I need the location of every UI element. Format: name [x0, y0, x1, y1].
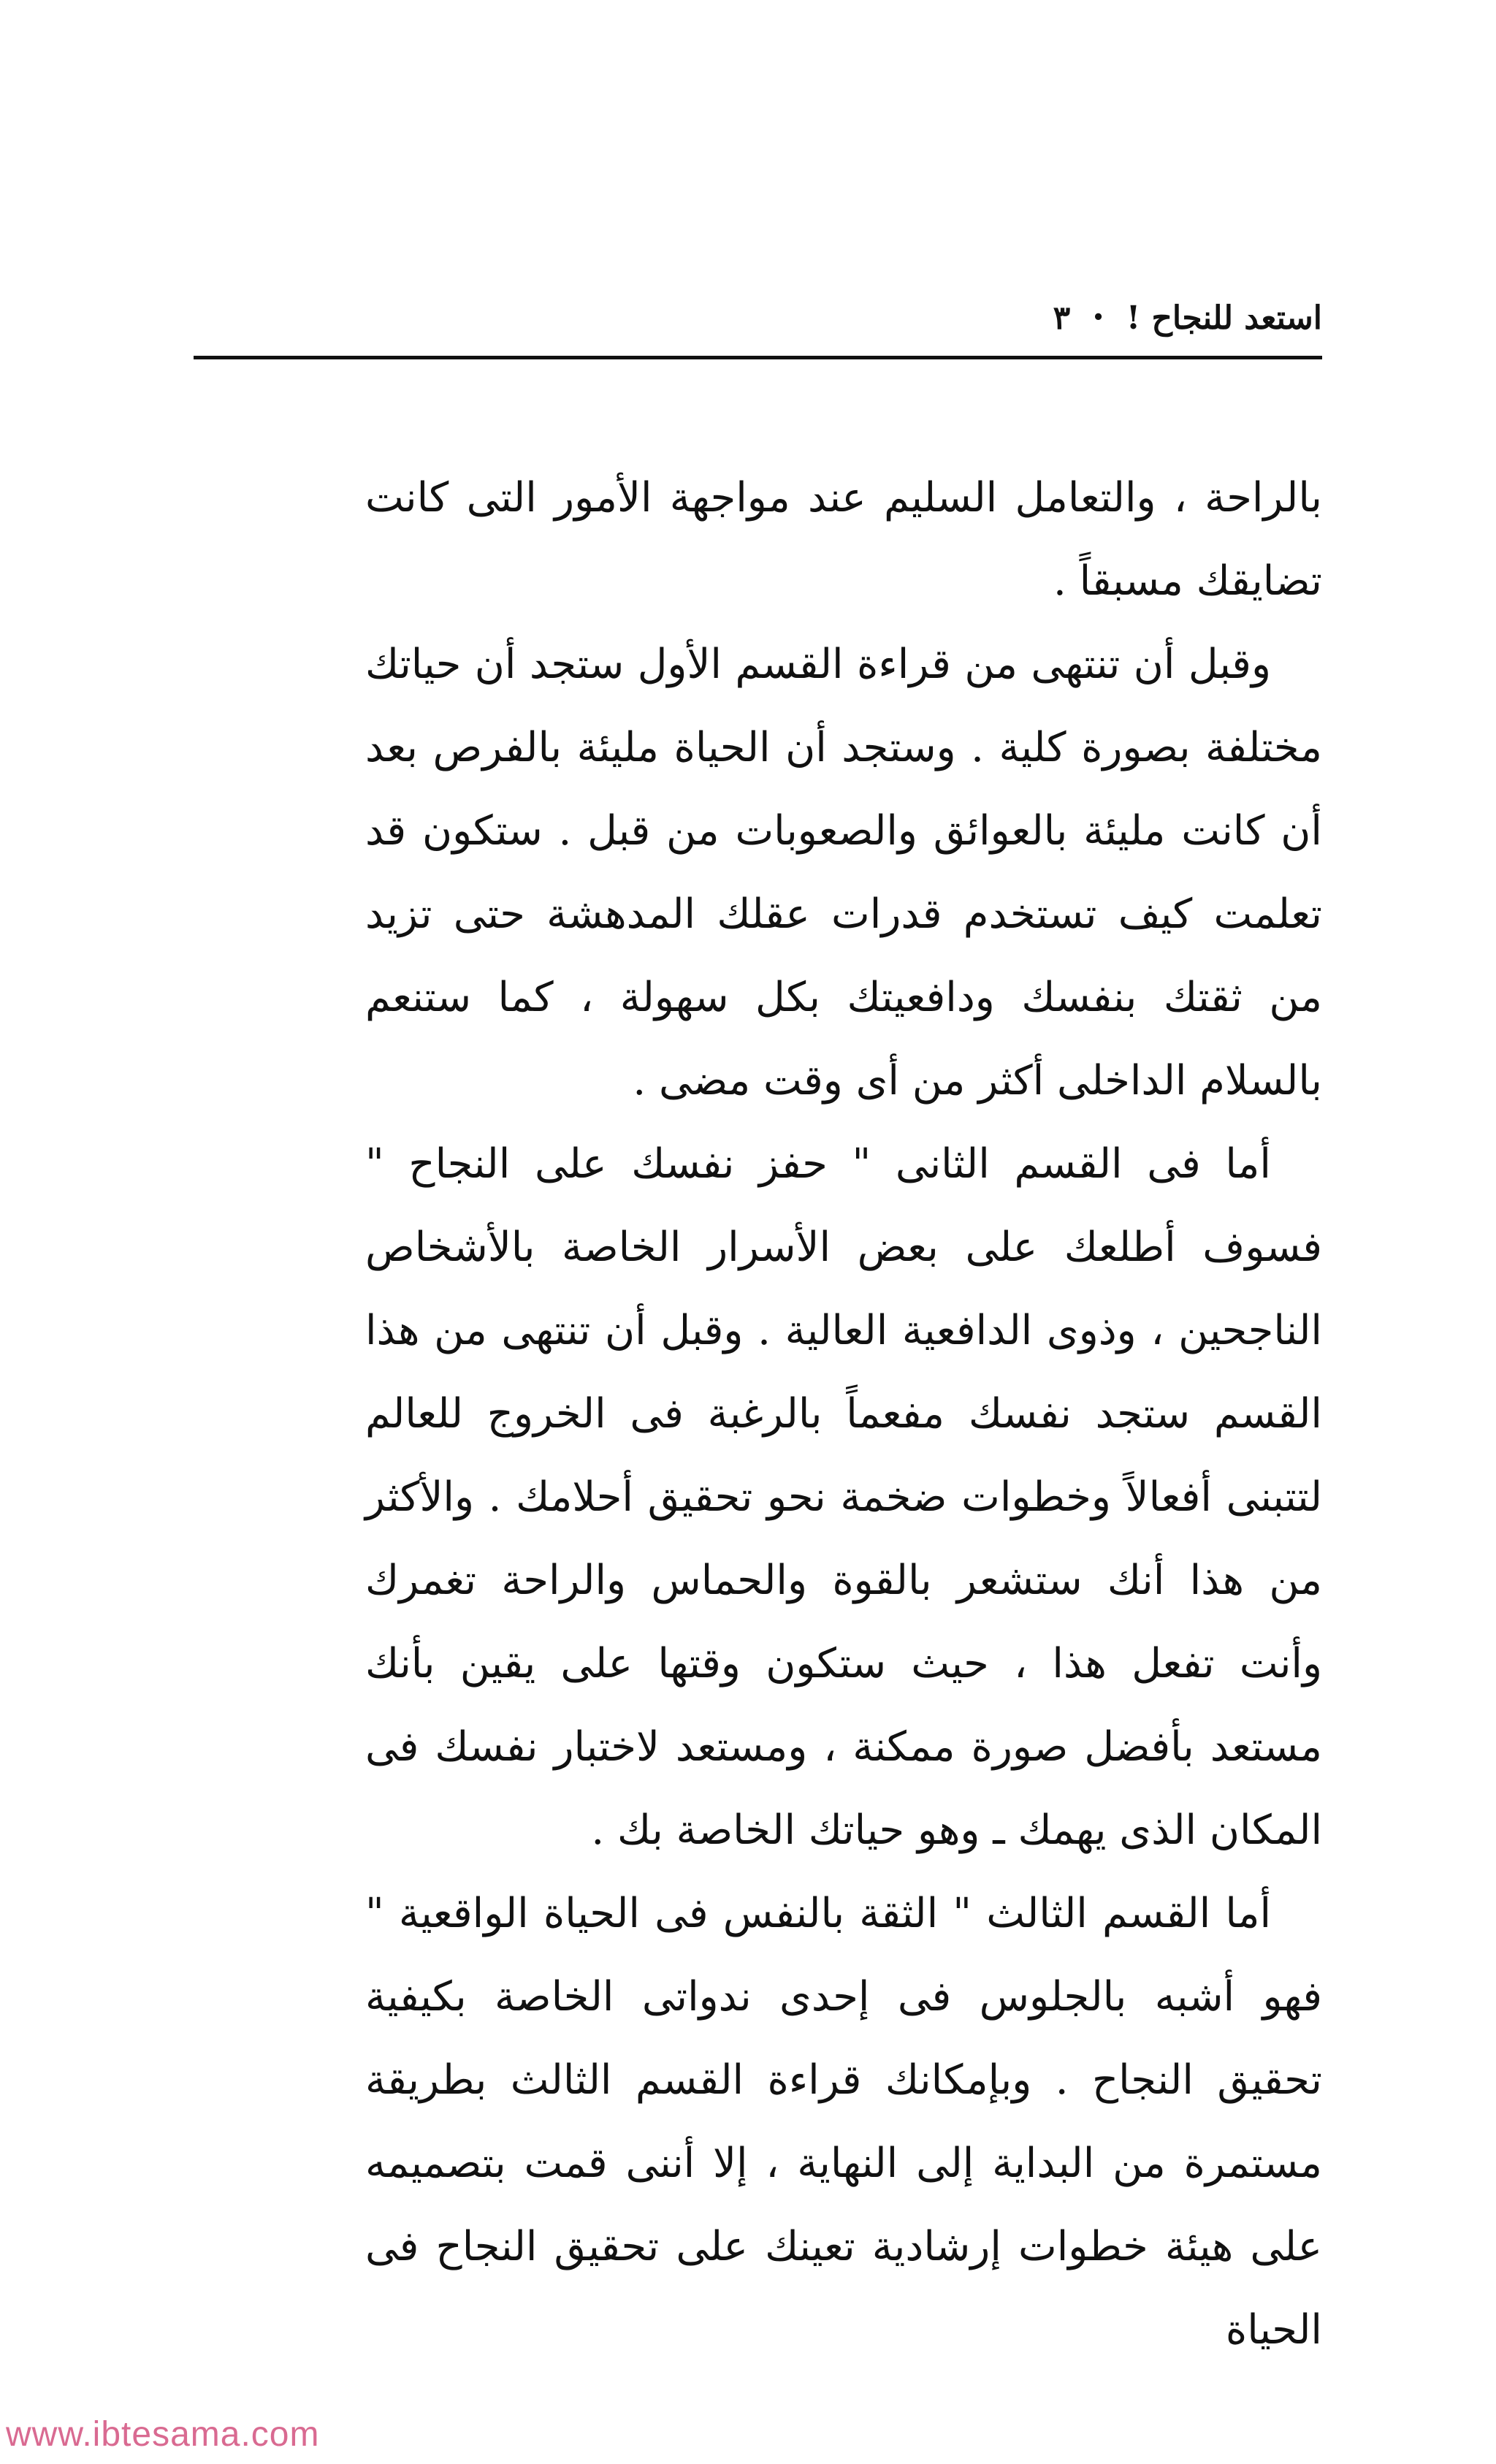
- body-text: [365, 457, 1322, 2372]
- header-title: استعد للنجاح !: [1126, 299, 1322, 337]
- paragraph-2: وقبل أن تنتهى من قراءة القسم الأول ستجد أن حياتك مختلفة بصورة كلية . وستجد أن الحياة مليئة بالفرص بعد أن كانت مليئة بالعوائق والصعوبات من قبل . ستكون قد تعلمت كيف تستخدم قدرات عقلك المدهشة حتى تزيد من ثقتك بنفسك ودافعيتك بكل سهولة ، كما ستنعم بالسلام الداخلى أكثر من أى وقت مضى .: [365, 641, 1322, 1105]
- header-rule: [194, 356, 1322, 359]
- watermark-url: www.ibtesama.com: [6, 2415, 320, 2454]
- running-header: [194, 289, 1322, 347]
- paragraph-1: بالراحة ، والتعامل السليم عند مواجهة الأمور التى كانت تضايقك مسبقاً .: [365, 474, 1322, 605]
- paragraph-3: أما فى القسم الثانى " حفز نفسك على النجاح " فسوف أطلعك على بعض الأسرار الخاصة بالأشخاص الناجحين ، وذوى الدافعية العالية . وقبل أن تنتهى من هذا القسم ستجد نفسك مفعماً بالرغبة فى الخروج للعالم لتتبنى أفعالاً وخطوات ضخمة نحو تحقيق أحلامك . والأكثر من هذا أنك ستشعر بالقوة والحماس والراحة تغمرك وأنت تفعل هذا ، حيث ستكون وقتها على يقين بأنك مستعد بأفضل صورة ممكنة ، ومستعد لاختبار نفسك فى المكان الذى يهمك ـ وهو حياتك الخاصة بك .: [365, 1140, 1322, 1854]
- header-separator-dot: •: [1092, 307, 1104, 329]
- page-number: ٣: [1053, 299, 1071, 337]
- paragraph-4: أما القسم الثالث " الثقة بالنفس فى الحياة الواقعية " فهو أشبه بالجلوس فى إحدى ندواتى الخاصة بكيفية تحقيق النجاح . وبإمكانك قراءة القسم الثالث بطريقة مستمرة من البداية إلى النهاية ، إلا أننى قمت بتصميمه على هيئة خطوات إرشادية تعينك على تحقيق النجاح فى الحياة: [365, 1890, 1322, 2354]
